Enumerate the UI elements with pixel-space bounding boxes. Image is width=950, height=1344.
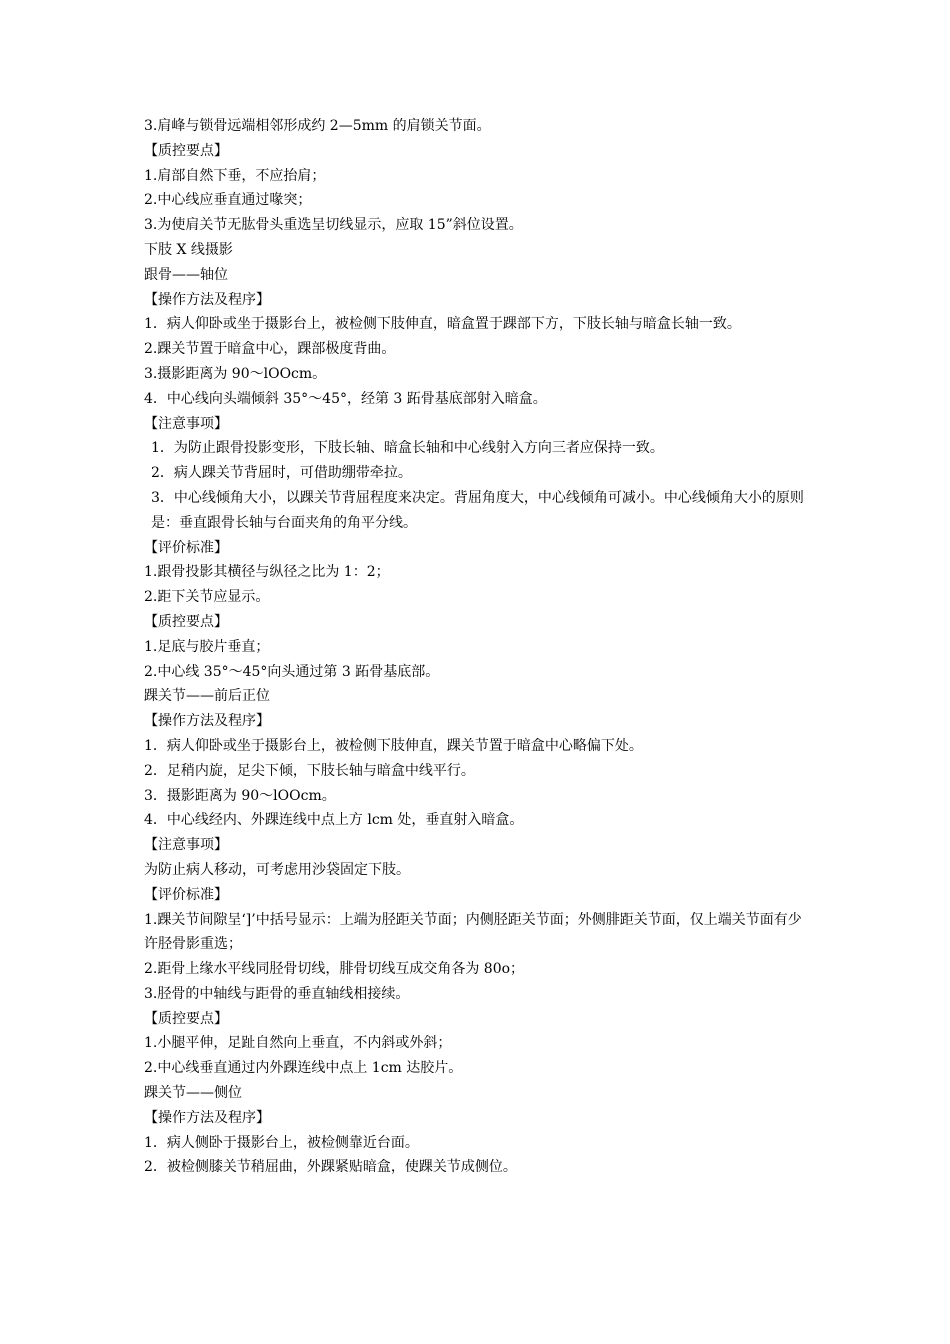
text-line: 1．病人侧卧于摄影台上，被检侧靠近台面。 bbox=[144, 1134, 419, 1151]
text-paragraph: 3．中心线倾角大小，以踝关节背屈程度来决定。背屈角度大，中心线倾角可减小。中心线倾角大小的原则是：垂直跟骨长轴与台面夹角的角平分线。 bbox=[151, 489, 804, 531]
text-line: 2.距下关节应显示。 bbox=[144, 589, 270, 606]
section-heading: 【注意事项】 bbox=[144, 837, 228, 854]
text-line: 2．足稍内旋，足尖下倾，下肢长轴与暗盒中线平行。 bbox=[144, 762, 475, 779]
text-line: 1.小腿平伸，足趾自然向上垂直，不内斜或外斜； bbox=[144, 1035, 452, 1052]
text-line: 3.胫骨的中轴线与距骨的垂直轴线相接续。 bbox=[144, 985, 410, 1002]
section-heading: 【注意事项】 bbox=[144, 415, 228, 432]
topic-heading: 踝关节——侧位 bbox=[144, 1085, 242, 1102]
text-line: 1．为防止跟骨投影变形，下肢长轴、暗盒长轴和中心线射入方向三者应保持一致。 bbox=[151, 440, 664, 457]
text-line: 3.为使肩关节无肱骨头重选呈切线显示，应取 15”斜位设置。 bbox=[144, 217, 523, 234]
text-line: 4．中心线经内、外踝连线中点上方 lcm 处，垂直射入暗盒。 bbox=[144, 812, 524, 829]
text-line: 3.肩峰与锁骨远端相邻形成约 2—5mm 的肩锁关节面。 bbox=[144, 118, 491, 134]
text-line: 2.中心线垂直通过内外踝连线中点上 1cm 达胶片。 bbox=[144, 1060, 463, 1077]
topic-heading: 跟骨——轴位 bbox=[144, 266, 228, 283]
text-line: 2.踝关节置于暗盒中心，踝部极度背曲。 bbox=[144, 341, 396, 358]
section-heading: 【操作方法及程序】 bbox=[144, 1109, 270, 1126]
section-heading: 【质控要点】 bbox=[144, 142, 228, 159]
section-heading: 【操作方法及程序】 bbox=[144, 713, 270, 730]
section-heading: 【评价标准】 bbox=[144, 539, 228, 556]
text-line: 3．摄影距离为 90～lOOcm。 bbox=[144, 787, 336, 804]
text-line: 1.足底与胶片垂直； bbox=[144, 638, 270, 655]
text-line: 1.肩部自然下垂，不应抬肩； bbox=[144, 167, 326, 184]
text-line: 2.距骨上缘水平线同胫骨切线，腓骨切线互成交角各为 80o； bbox=[144, 961, 525, 978]
text-line: 为防止病人移动，可考虑用沙袋固定下肢。 bbox=[144, 861, 410, 878]
text-line: 3.摄影距离为 90～lOOcm。 bbox=[144, 365, 327, 382]
text-line: 1．病人仰卧或坐于摄影台上，被检侧下肢伸直，踝关节置于暗盒中心略偏下处。 bbox=[144, 737, 643, 754]
text-line: 4．中心线向头端倾斜 35°～45°，经第 3 跖骨基底部射入暗盒。 bbox=[144, 390, 547, 407]
text-line: 2．被检侧膝关节稍屈曲，外踝紧贴暗盒，使踝关节成侧位。 bbox=[144, 1159, 517, 1176]
section-heading: 【质控要点】 bbox=[144, 613, 228, 630]
document-body bbox=[144, 114, 814, 1180]
section-heading: 【质控要点】 bbox=[144, 1010, 228, 1027]
text-line: 2.中心线应垂直通过喙突； bbox=[144, 192, 312, 209]
topic-heading: 踝关节——前后正位 bbox=[144, 688, 270, 705]
section-heading: 【操作方法及程序】 bbox=[144, 291, 270, 308]
text-line: 2．病人踝关节背屈时，可借助绷带牵拉。 bbox=[151, 465, 412, 482]
chapter-heading: 下肢 X 线摄影 bbox=[144, 241, 233, 258]
text-paragraph: 1.踝关节间隙呈‘]’中括号显示：上端为胫距关节面；内侧胫距关节面；外侧腓距关节面，仅上端关节面有少许胫骨影重选； bbox=[144, 911, 802, 953]
text-line: 1.跟骨投影其横径与纵径之比为 1：2； bbox=[144, 564, 390, 581]
text-line: 2.中心线 35°～45°向头通过第 3 跖骨基底部。 bbox=[144, 663, 440, 680]
text-paragraph: 1．病人仰卧或坐于摄影台上，被检侧下肢伸直，暗盒置于踝部下方，下肢长轴与暗盒长轴一致。 bbox=[144, 316, 741, 333]
section-heading: 【评价标准】 bbox=[144, 886, 228, 903]
